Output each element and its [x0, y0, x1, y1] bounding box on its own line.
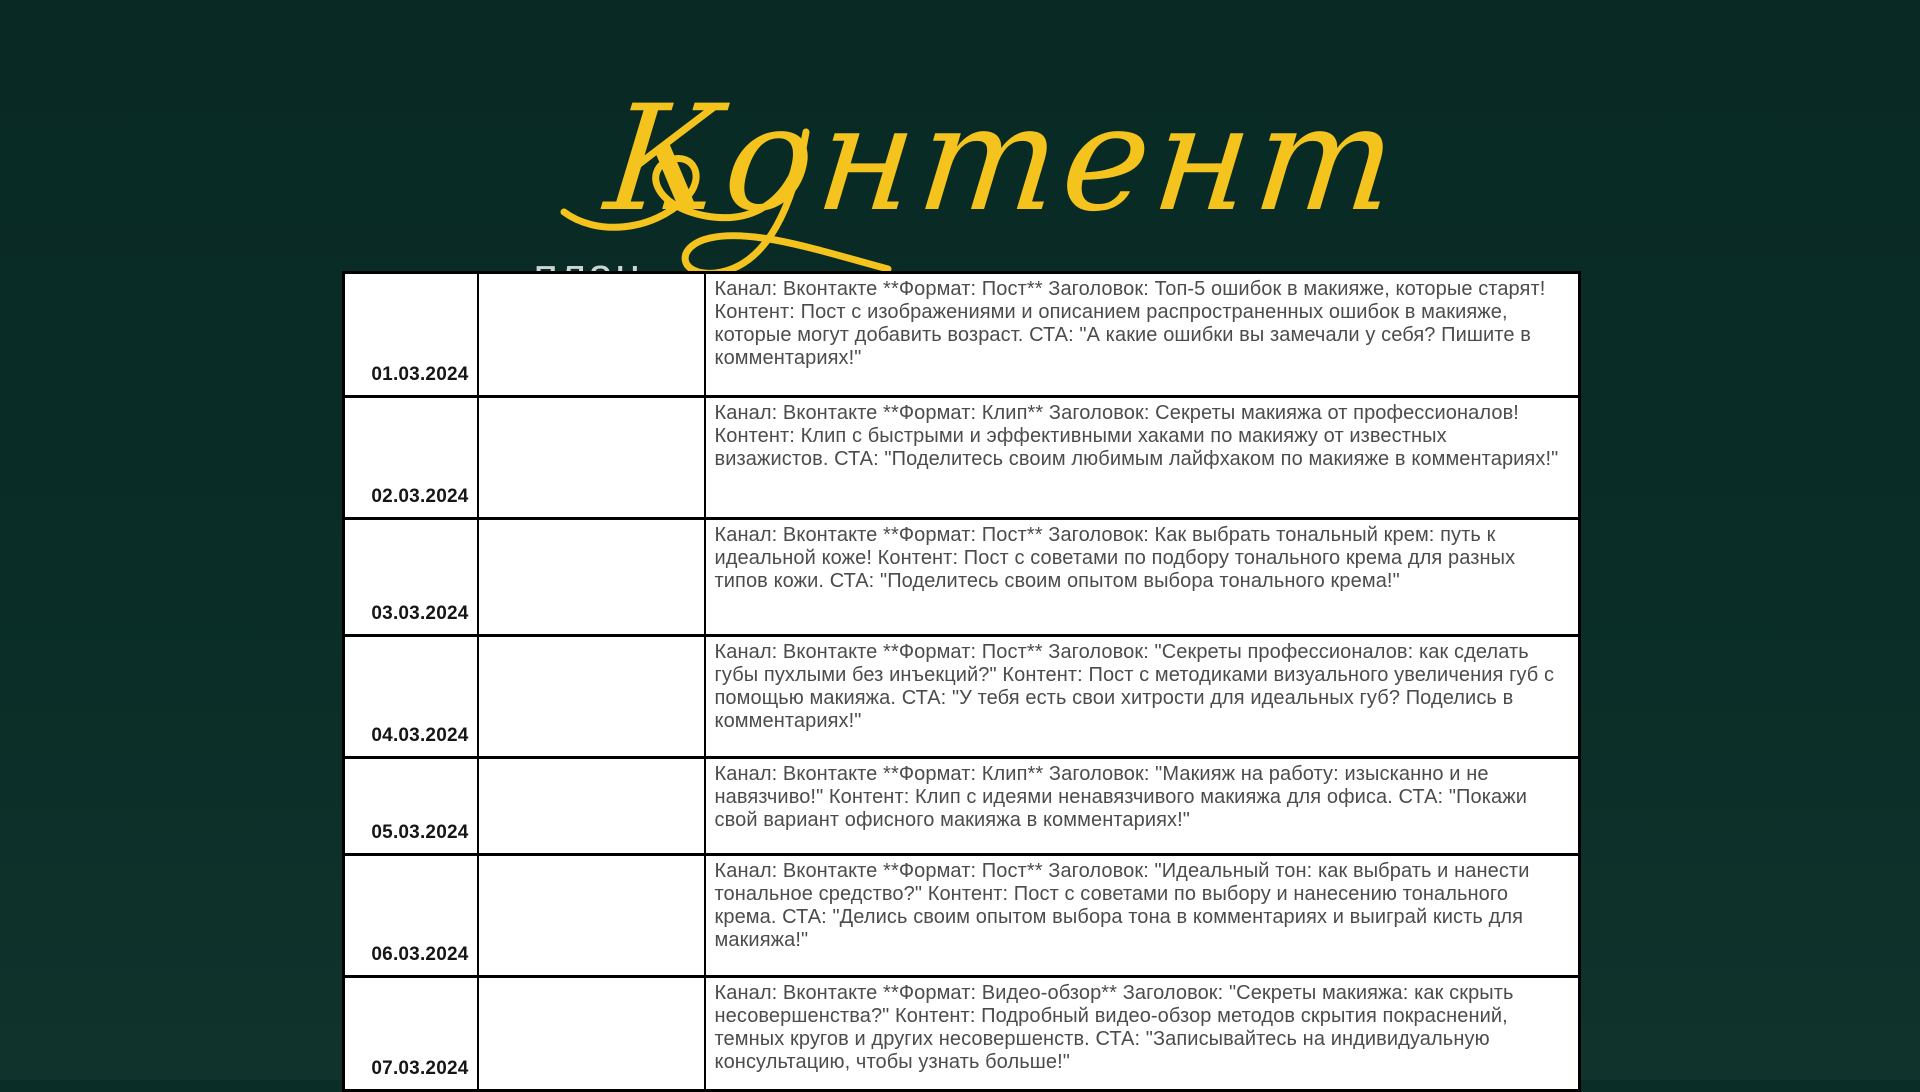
date-cell: 02.03.2024 — [344, 397, 478, 519]
content-cell: Канал: Вконтакте **Формат: Пост** Заголовок: Как выбрать тональный крем: путь к идеальной коже! Контент: Пост с советами по подбору тонального крема для разных типов кожи. СТА: "Поделитесь своим опытом выбора тонального крема!" — [705, 519, 1580, 636]
content-cell: Канал: Вконтакте **Формат: Видео-обзор** Заголовок: "Секреты макияжа: как скрыть несовершенства?" Контент: Подробный видео-обзор методов скрытия покраснений, темных кругов и других несовершенств. СТА: "Записывайтесь на индивидуальную консультацию, чтобы узнать больше!" — [705, 977, 1580, 1091]
title-block — [556, 40, 1409, 280]
table-row — [344, 397, 1580, 519]
empty-cell — [478, 273, 705, 397]
date-cell: 07.03.2024 — [344, 977, 478, 1091]
empty-cell — [478, 636, 705, 758]
empty-cell — [478, 519, 705, 636]
content-cell: Канал: Вконтакте **Формат: Пост** Заголовок: "Секреты профессионалов: как сделать губы пухлыми без инъекций?" Контент: Пост с методиками визуального увеличения губ с помощью макияжа. СТА: "У тебя есть свои хитрости для идеальных губ? Поделись в комментариях!" — [705, 636, 1580, 758]
table-row — [344, 855, 1580, 977]
empty-cell — [478, 855, 705, 977]
date-cell: 01.03.2024 — [344, 273, 478, 397]
content-cell: Канал: Вконтакте **Формат: Пост** Заголовок: Топ-5 ошибок в макияже, которые старят! Контент: Пост с изображениями и описанием распространенных ошибок в макияже, которые могут добавить возраст. СТА: "А какие ошибки вы замечали у себя? Пишите в комментариях!" — [705, 273, 1580, 397]
date-cell: 06.03.2024 — [344, 855, 478, 977]
table-row — [344, 758, 1580, 855]
content-cell: Канал: Вконтакте **Формат: Клип** Заголовок: Секреты макияжа от профессионалов! Контент: Клип с быстрыми и эффективными хаками по макияжу от известных визажистов. СТА: "Поделитесь своим любимым лайфхаком по макияже в комментариях!" — [705, 397, 1580, 519]
date-cell: 03.03.2024 — [344, 519, 478, 636]
title-script: Контент — [599, 74, 1409, 244]
date-cell: 05.03.2024 — [344, 758, 478, 855]
content-cell: Канал: Вконтакте **Формат: Пост** Заголовок: "Идеальный тон: как выбрать и нанести тональное средство?" Контент: Пост с советами по выбору и нанесению тонального крема. СТА: "Делись своим опытом выбора тона в комментариях и выиграй кисть для макияжа!" — [705, 855, 1580, 977]
content-cell: Канал: Вконтакте **Формат: Клип** Заголовок: "Макияж на работу: изысканно и не навязчиво!" Контент: Клип с идеями ненавязчивого макияжа для офиса. СТА: "Покажи свой вариант офисного макияжа в комментариях!" — [705, 758, 1580, 855]
empty-cell — [478, 758, 705, 855]
content-plan-table — [342, 271, 1581, 1092]
table-row — [344, 977, 1580, 1091]
empty-cell — [478, 977, 705, 1091]
date-cell: 04.03.2024 — [344, 636, 478, 758]
table-row — [344, 636, 1580, 758]
table-row — [344, 519, 1580, 636]
empty-cell — [478, 397, 705, 519]
table-row — [344, 273, 1580, 397]
